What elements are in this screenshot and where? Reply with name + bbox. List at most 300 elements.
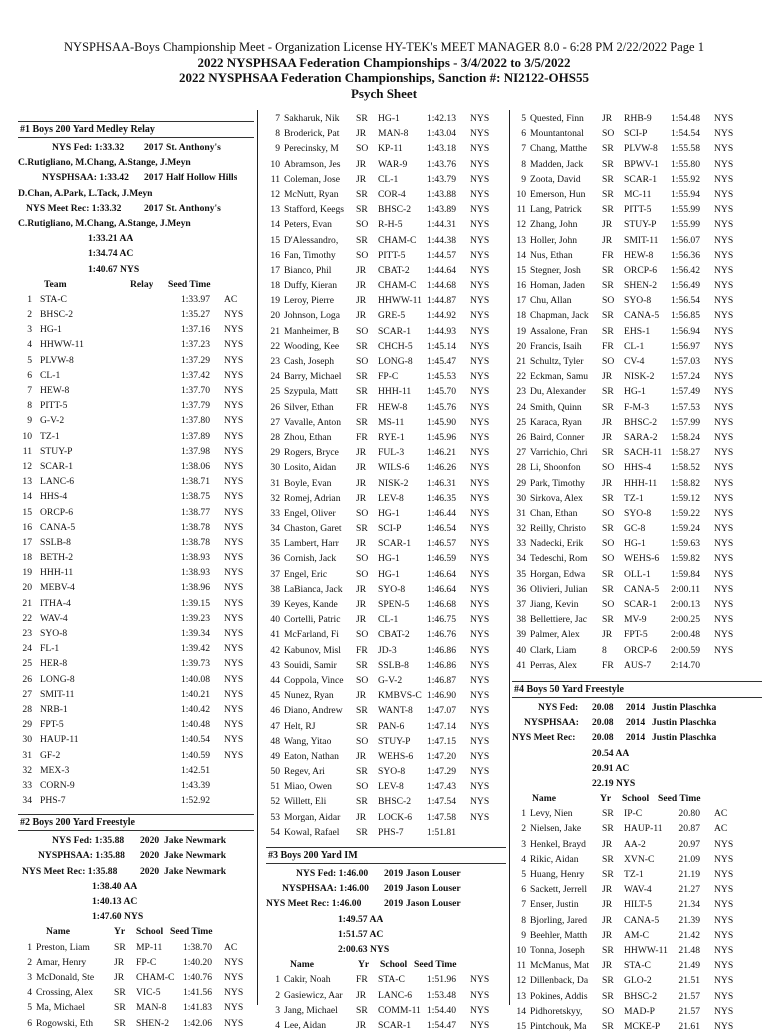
record-label: NYS Fed: <box>538 701 579 713</box>
row-place: 21 <box>516 356 526 367</box>
table-row <box>266 415 506 430</box>
row-place: 28 <box>516 462 526 474</box>
row-place: 7 <box>521 143 526 155</box>
table-row <box>18 793 254 808</box>
row-qual-standard: NYS <box>470 158 490 170</box>
record-holder: Half Hollow Hills <box>166 172 238 184</box>
row-place: 10 <box>516 188 526 200</box>
row-team: CORN-9 <box>40 779 75 791</box>
table-row <box>512 943 762 958</box>
table-row <box>512 445 762 460</box>
row-year: SO <box>356 143 369 155</box>
row-school: LEV-8 <box>378 781 404 793</box>
row-name: Nadecki, Erik <box>530 538 584 550</box>
row-year: JR <box>356 811 367 823</box>
row-qual-standard: NYS <box>470 401 490 413</box>
table-row <box>512 852 762 867</box>
row-place: 36 <box>516 583 526 595</box>
row-name: Enser, Justin <box>530 899 579 911</box>
row-place: 5 <box>521 113 526 124</box>
row-seed-time: 1:46.90 <box>426 690 456 702</box>
row-seed-time: 1:46.21 <box>426 447 456 459</box>
row-name: Coppola, Vince <box>284 674 344 686</box>
row-year: FR <box>356 974 368 986</box>
row-school: SCAR-1 <box>624 173 658 185</box>
row-year: JR <box>602 371 613 383</box>
row-school: SYO-8 <box>378 583 406 595</box>
row-seed-time: 1:54.48 <box>670 113 700 124</box>
row-place: 2 <box>27 309 32 321</box>
row-seed-time: 1:39.34 <box>180 628 210 639</box>
row-place: 20 <box>22 582 32 594</box>
row-qual-standard: NYS <box>714 629 734 641</box>
table-row <box>266 972 506 987</box>
row-team: FL-1 <box>40 643 60 655</box>
row-school: WEHS-6 <box>378 750 414 762</box>
row-school: CHAM-C <box>378 280 417 292</box>
row-school: SHEN-2 <box>624 280 658 292</box>
row-school: SACH-11 <box>624 447 663 459</box>
table-row <box>512 536 762 551</box>
row-school: CL-1 <box>378 614 399 626</box>
table-row <box>512 415 762 430</box>
row-place: 8 <box>275 128 280 140</box>
table-row <box>266 217 506 232</box>
row-place: 33 <box>22 779 32 791</box>
page-title: Psych Sheet <box>350 86 418 101</box>
row-school: FP-C <box>378 371 399 383</box>
row-year: JR <box>356 173 367 185</box>
row-team: HHS-4 <box>40 491 68 503</box>
row-name: Souidi, Samir <box>284 659 337 671</box>
row-year: SR <box>356 796 368 808</box>
row-school: LEV-8 <box>378 492 404 504</box>
row-team: TZ-1 <box>40 430 60 442</box>
row-place: 8 <box>521 914 526 926</box>
record-holder: Jake Newmark <box>164 865 227 877</box>
row-seed-time: 2:00.11 <box>671 583 700 595</box>
row-name: Li, Shoonfon <box>530 462 581 474</box>
row-seed-time: 1:40.20 <box>182 956 212 968</box>
table-row <box>266 369 506 384</box>
table-row <box>18 611 254 626</box>
row-name: Mountantonal <box>530 128 584 140</box>
row-seed-time: 1:38.06 <box>180 460 210 472</box>
row-year: SO <box>602 553 615 565</box>
table-row <box>266 825 506 840</box>
row-place: 15 <box>270 234 280 246</box>
table-row <box>18 702 254 717</box>
row-qual-standard: NYS <box>470 538 490 550</box>
row-qual-standard: NYS <box>470 599 490 610</box>
row-name: Assalone, Fran <box>530 325 588 337</box>
row-place: 31 <box>516 507 526 519</box>
table-row <box>512 339 762 354</box>
row-name: Park, Timothy <box>530 477 585 489</box>
row-name: Chan, Ethan <box>530 507 578 519</box>
row-name: Pokines, Addis <box>530 990 588 1002</box>
row-school: HG-1 <box>378 507 400 519</box>
row-year: JR <box>602 899 613 911</box>
row-year: SR <box>602 310 614 322</box>
row-school: PAN-6 <box>378 720 405 732</box>
row-seed-time: 1:37.70 <box>180 385 210 396</box>
row-qual-standard: NYS <box>470 659 490 671</box>
row-year: SR <box>602 280 614 292</box>
row-school: NISK-2 <box>624 371 655 383</box>
row-name: Nielsen, Jake <box>530 823 582 835</box>
row-seed-time: 1:44.68 <box>426 280 456 292</box>
row-seed-time: 1:46.31 <box>426 477 456 489</box>
row-year: SO <box>602 462 615 474</box>
row-name: Stegner, Josh <box>530 264 581 276</box>
row-school: BHSC-2 <box>378 204 412 216</box>
row-seed-time: 1:38.75 <box>180 491 210 503</box>
row-seed-time: 21.57 <box>678 990 700 1002</box>
row-qual-standard: NYS <box>470 264 490 276</box>
row-place: 5 <box>27 354 32 366</box>
row-name: Karaca, Ryan <box>530 416 582 428</box>
row-year: SR <box>602 869 614 880</box>
table-row <box>266 308 506 323</box>
row-school: G-V-2 <box>378 674 403 686</box>
row-qual-standard: NYS <box>714 975 734 987</box>
row-seed-time: 1:56.49 <box>670 280 700 292</box>
row-qual-standard: NYS <box>470 492 490 504</box>
table-row <box>18 520 254 535</box>
row-qual-standard: NYS <box>470 811 490 823</box>
row-qual-standard: NYS <box>714 553 734 565</box>
row-place: 6 <box>521 884 526 896</box>
row-place: 25 <box>270 386 280 398</box>
row-name: Willett, Eli <box>284 796 327 808</box>
row-seed-time: 1:44.38 <box>426 234 456 246</box>
row-name: Smith, Quinn <box>530 401 582 413</box>
row-seed-time: 1:56.36 <box>670 249 700 261</box>
row-year: SR <box>602 158 614 170</box>
row-place: 12 <box>516 219 526 231</box>
table-row <box>512 233 762 248</box>
standard-time: 1:51.57 AC <box>338 928 384 940</box>
row-seed-time: 20.87 <box>678 823 700 835</box>
row-team: STUY-P <box>40 445 73 457</box>
table-row <box>512 989 762 1004</box>
row-year: SR <box>602 325 614 337</box>
row-place: 6 <box>27 369 32 381</box>
table-row <box>266 506 506 521</box>
row-year: SR <box>602 808 614 820</box>
row-school: SCAR-1 <box>378 1019 412 1031</box>
row-name: McDonald, Ste <box>36 971 95 983</box>
row-seed-time: 1:43.88 <box>426 188 456 200</box>
row-place: 13 <box>22 476 32 488</box>
row-name: McManus, Mat <box>530 960 590 972</box>
row-place: 37 <box>270 568 280 580</box>
column-header-name: Name <box>46 926 70 938</box>
row-year: SO <box>356 553 369 565</box>
table-row <box>266 491 506 506</box>
row-place: 7 <box>27 385 32 396</box>
table-row <box>18 596 254 611</box>
row-year: JR <box>356 295 367 307</box>
row-qual-standard: NYS <box>714 583 734 595</box>
row-place: 25 <box>516 416 526 428</box>
row-name: Tonna, Joseph <box>530 944 585 956</box>
row-name: Zhou, Ethan <box>284 431 332 443</box>
row-name: Perras, Alex <box>530 659 577 671</box>
record-label: NYS Meet Rec: 1:33.32 <box>26 202 122 214</box>
row-name: Manheimer, B <box>284 325 340 337</box>
row-name: Varrichio, Chri <box>530 447 588 459</box>
row-year: SR <box>356 188 368 200</box>
row-school: MCKE-P <box>624 1020 661 1032</box>
record-year: 2019 <box>384 898 404 910</box>
row-place: 14 <box>516 1005 526 1017</box>
event-title: #3 Boys 200 Yard IM <box>266 847 506 864</box>
row-seed-time: 1:41.83 <box>182 1002 212 1014</box>
row-name: Cornish, Jack <box>284 553 337 565</box>
table-row <box>512 430 762 445</box>
column-header-seed: Seed Time <box>658 793 701 805</box>
row-team: CANA-5 <box>40 521 76 533</box>
row-year: SR <box>602 386 614 398</box>
row-name: Beehler, Matth <box>530 929 588 941</box>
row-year: SR <box>356 340 368 352</box>
row-qual-standard: NYS <box>224 956 244 968</box>
table-row <box>18 641 254 656</box>
row-name: Abramson, Jes <box>284 158 341 170</box>
row-seed-time: 1:47.29 <box>426 766 456 778</box>
table-row <box>266 703 506 718</box>
row-school: STA-C <box>624 960 651 972</box>
table-row <box>512 567 762 582</box>
record-year: 2014 <box>626 732 646 744</box>
row-name: Jang, Michael <box>284 1004 338 1016</box>
row-seed-time: 1:38.93 <box>180 552 210 564</box>
table-row <box>512 187 762 202</box>
row-qual-standard: NYS <box>714 401 734 413</box>
row-year: JR <box>602 234 613 246</box>
row-seed-time: 1:41.56 <box>182 987 212 999</box>
row-seed-time: 1:58.82 <box>670 477 700 489</box>
row-seed-time: 1:45.70 <box>426 386 456 398</box>
row-year: SO <box>356 325 369 337</box>
row-qual-standard: NYS <box>714 128 734 140</box>
row-school: ORCP-6 <box>624 644 658 656</box>
row-seed-time: 1:58.52 <box>670 462 700 474</box>
row-name: Tedeschi, Rom <box>530 553 588 565</box>
column-left <box>18 118 254 1031</box>
row-place: 39 <box>516 629 526 641</box>
row-name: Dillenback, Da <box>530 975 589 987</box>
table-row <box>512 882 762 897</box>
row-school: LOCK-6 <box>378 811 413 823</box>
table-row <box>18 505 254 520</box>
row-qual-standard: NYS <box>470 629 490 641</box>
record-year: 2020 <box>140 865 160 877</box>
table-row <box>266 627 506 642</box>
row-year: SO <box>356 356 369 367</box>
row-year: SR <box>356 659 368 671</box>
row-team: BETH-2 <box>40 552 74 564</box>
row-place: 20 <box>516 340 526 352</box>
row-year: SO <box>602 599 615 610</box>
row-year: JR <box>114 971 125 983</box>
row-school: CANA-5 <box>624 310 660 322</box>
row-seed-time: 1:43.76 <box>426 158 456 170</box>
row-place: 23 <box>516 386 526 398</box>
row-name: Henkel, Brayd <box>530 838 586 850</box>
table-row <box>266 233 506 248</box>
row-team: SSLB-8 <box>40 536 71 548</box>
row-school: HEW-8 <box>624 249 654 261</box>
row-place: 36 <box>270 553 280 565</box>
table-row <box>266 764 506 779</box>
row-name: Reilly, Christo <box>530 523 586 535</box>
row-school: HG-1 <box>624 538 646 550</box>
record-label: NYS Fed: 1:35.88 <box>52 835 125 847</box>
table-row <box>512 643 762 658</box>
row-name: Nunez, Ryan <box>284 690 334 702</box>
row-qual-standard: NYS <box>714 507 734 519</box>
row-school: KMBVS-C <box>378 690 422 702</box>
table-row <box>512 157 762 172</box>
row-year: JR <box>602 914 613 926</box>
row-year: JR <box>602 416 613 428</box>
record-swimmers: C.Rutigliano, M.Chang, A.Stange, J.Meyn <box>18 157 191 169</box>
row-place: 14 <box>270 219 280 231</box>
report-header-line: NYSPHSAA-Boys Championship Meet - Organization License HY-TEK's MEET MANAGER 8.0 - 6:28 PM 2/22/2022 Page 1 <box>64 40 704 54</box>
row-place: 8 <box>27 400 32 412</box>
row-qual-standard: NYS <box>714 960 734 972</box>
row-qual-standard: NYS <box>470 644 490 656</box>
row-qual-standard: NYS <box>224 552 244 564</box>
row-qual-standard: NYS <box>714 869 734 880</box>
row-school: ORCP-6 <box>624 264 658 276</box>
row-name: Lee, Aidan <box>284 1019 327 1031</box>
table-row <box>18 748 254 763</box>
row-name: Pintchouk, Ma <box>530 1020 587 1032</box>
record-swimmers: D.Chan, A.Park, L.Tack, J.Meyn <box>18 187 153 199</box>
row-place: 19 <box>270 295 280 307</box>
row-seed-time: 1:37.98 <box>180 445 210 457</box>
row-seed-time: 20.80 <box>678 808 700 820</box>
row-qual-standard: NYS <box>470 796 490 808</box>
table-row <box>512 897 762 912</box>
row-name: Miao, Owen <box>284 781 332 793</box>
row-team: SYO-8 <box>40 628 68 639</box>
row-school: SCI-P <box>624 128 648 140</box>
table-row <box>512 202 762 217</box>
row-name: Du, Alexander <box>530 386 586 398</box>
row-seed-time: 1:55.94 <box>670 188 700 200</box>
row-year: SO <box>356 507 369 519</box>
row-name: Ma, Michael <box>36 1002 86 1014</box>
row-qual-standard: NYS <box>714 477 734 489</box>
row-school: JD-3 <box>378 644 397 656</box>
row-qual-standard: NYS <box>224 582 244 594</box>
row-seed-time: 1:52.92 <box>180 795 210 807</box>
row-school: WILS-6 <box>378 462 410 474</box>
row-qual-standard: NYS <box>714 325 734 337</box>
row-name: Bellettiere, Jac <box>530 614 588 626</box>
row-seed-time: 1:46.26 <box>426 462 456 474</box>
table-row <box>266 126 506 141</box>
row-qual-standard: NYS <box>224 309 244 321</box>
row-place: 20 <box>270 310 280 322</box>
row-seed-time: 1:47.07 <box>426 705 456 717</box>
row-seed-time: 1:39.23 <box>180 612 210 624</box>
table-row <box>18 307 254 322</box>
row-school: FPT-5 <box>624 629 648 641</box>
row-qual-standard: NYS <box>714 431 734 443</box>
row-seed-time: 21.42 <box>678 929 700 941</box>
row-seed-time: 1:40.54 <box>180 734 210 746</box>
row-qual-standard: NYS <box>714 204 734 216</box>
row-school: CHCH-5 <box>378 340 413 352</box>
row-place: 47 <box>270 720 280 732</box>
row-qual-standard: NYS <box>224 658 244 670</box>
row-place: 8 <box>521 158 526 170</box>
row-qual-standard: NYS <box>714 386 734 398</box>
row-school: HHH-11 <box>624 477 658 489</box>
record-holder: Jason Louser <box>406 883 461 895</box>
row-seed-time: 1:46.59 <box>426 553 456 565</box>
row-qual-standard: NYS <box>714 173 734 185</box>
row-place: 30 <box>270 462 280 474</box>
record-time: 20.08 <box>592 701 614 713</box>
row-qual-standard: NYS <box>714 249 734 261</box>
row-qual-standard: NYS <box>714 447 734 459</box>
row-seed-time: 1:37.79 <box>180 400 210 412</box>
row-school: SCAR-1 <box>624 599 658 610</box>
row-place: 29 <box>22 719 32 731</box>
row-qual-standard: NYS <box>224 1017 244 1029</box>
row-year: JR <box>356 538 367 550</box>
row-school: GC-8 <box>624 523 646 535</box>
row-qual-standard: NYS <box>714 523 734 535</box>
table-row <box>266 810 506 825</box>
row-name: Broderick, Pat <box>284 128 340 140</box>
row-qual-standard: NYS <box>470 766 490 778</box>
row-place: 34 <box>22 795 32 807</box>
row-name: Palmer, Alex <box>530 629 580 641</box>
row-place: 14 <box>516 249 526 261</box>
standard-time: 1:40.67 NYS <box>88 263 140 275</box>
row-seed-time: 1:35.27 <box>180 309 210 321</box>
row-place: 22 <box>22 612 32 624</box>
row-school: LANC-6 <box>378 989 413 1001</box>
table-row <box>512 913 762 928</box>
row-school: COR-4 <box>378 188 406 200</box>
record-year: 2019 <box>384 868 404 879</box>
table-row <box>266 293 506 308</box>
column-header-seed: Seed Time <box>414 959 457 971</box>
row-place: 34 <box>270 523 280 535</box>
row-seed-time: 1:51.81 <box>426 826 456 838</box>
row-place: 3 <box>521 838 526 850</box>
row-seed-time: 1:46.68 <box>426 599 456 610</box>
row-year: JR <box>602 477 613 489</box>
row-school: HAUP-11 <box>624 823 663 835</box>
row-team: HHH-11 <box>40 567 74 579</box>
row-qual-standard: NYS <box>714 264 734 276</box>
table-row <box>266 643 506 658</box>
row-seed-time: 1:46.57 <box>426 538 456 550</box>
row-seed-time: 1:46.75 <box>426 614 456 626</box>
row-name: Huang, Henry <box>530 869 585 880</box>
row-qual-standard: NYS <box>470 113 490 124</box>
